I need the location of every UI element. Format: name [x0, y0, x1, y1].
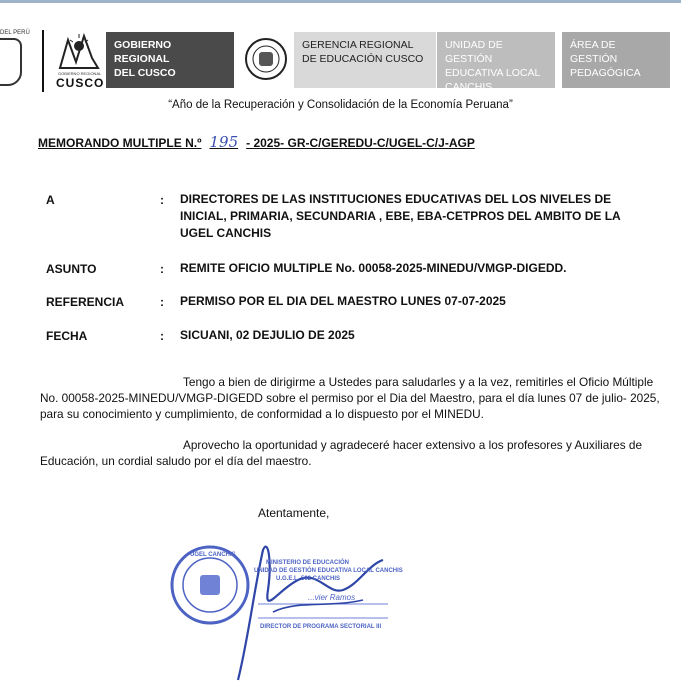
stamp-line-2: UNIDAD DE GESTIÓN EDUCATIVA LOCAL CANCHIS: [254, 568, 403, 574]
body-paragraph-1: Tengo a bien de dirigirme a Ustedes para saludarles y a la vez, remitirles el Oficio Múltiple No. 00058-2025-MINEDU/VMGP-DIGEDD sobre el permiso por el Dia del Maestro, para el día lunes 07 de julio- 2025, para su conocimiento y cumplimiento, de conformidad a lo dispuesto por el MINEDU.: [40, 375, 660, 421]
header-box-ugel: UNIDAD DE GESTIÓN EDUCATIVA LOCAL CANCHIS: [437, 32, 555, 88]
field-colon: :: [160, 329, 164, 343]
memo-title: [38, 133, 475, 151]
closing-text: Atentamente,: [258, 506, 330, 520]
field-colon: :: [160, 262, 164, 276]
stamp-footer: DIRECTOR DE PROGRAMA SECTORIAL III: [260, 624, 382, 630]
field-value-fecha: SICUANI, 02 DEJULIO DE 2025: [180, 328, 355, 342]
gerencia-seal-icon: [244, 36, 288, 82]
memo-suffix: - 2025- GR-C/GEREDU-C/UGEL-C/J-AGP: [246, 136, 475, 150]
field-colon: :: [160, 295, 164, 309]
stamp-line-3: U.G.E.L. 502 CANCHIS: [276, 576, 341, 582]
header-divider: [42, 30, 44, 92]
field-colon: :: [160, 193, 164, 207]
seal-text: UGEL CANCHIS: [190, 552, 236, 558]
cusco-logo-text: CUSCO: [56, 76, 105, 90]
memo-prefix: MEMORANDO MULTIPLE N.º: [38, 136, 202, 150]
field-label-a: A: [46, 193, 55, 207]
stamp-line-1: MINISTERIO DE EDUCACIÓN: [266, 560, 350, 566]
header-box-gobierno-regional: GOBIERNO REGIONAL DEL CUSCO: [106, 32, 234, 88]
field-value-a: DIRECTORES DE LAS INSTITUCIONES EDUCATIVAS DEL LOS NIVELES DE INICIAL, PRIMARIA, SECUNDARIA , EBE, EBA-CETPROS DEL AMBITO DE LA UGEL CANCHIS: [180, 192, 621, 240]
peru-crest-icon: [0, 38, 22, 86]
stamp-name-fragment: ...vier Ramos: [308, 593, 356, 602]
signature-stamp-icon: [168, 520, 408, 685]
field-value-referencia: PERMISO POR EL DIA DEL MAESTRO LUNES 07-07-2025: [180, 294, 506, 308]
field-value-asunto: REMITE OFICIO MULTIPLE No. 00058-2025-MINEDU/VMGP-DIGEDD.: [180, 261, 567, 275]
year-motto: “Año de la Recuperación y Consolidación de la Economía Peruana”: [168, 99, 513, 111]
field-label-referencia: REFERENCIA: [46, 295, 125, 309]
cusco-sun-logo-icon: [56, 32, 102, 72]
cusco-logo-subtext: GOBIERNO REGIONAL: [58, 71, 102, 76]
body-paragraph-2: Aprovecho la oportunidad y agradeceré hacer extensivo a los profesores y Auxiliares de Educación, un cordial saludo por el día del maestro.: [40, 438, 643, 468]
header-box-gerencia-regional: GERENCIA REGIONAL DE EDUCACIÓN CUSCO: [294, 32, 436, 88]
peru-crest-text: DEL PERÚ: [0, 30, 30, 36]
memo-number: 195: [209, 133, 239, 151]
top-border-line: [0, 0, 681, 3]
header-box-area-gestion: ÁREA DE GESTIÓN PEDAGÓGICA: [562, 32, 670, 88]
field-label-asunto: ASUNTO: [46, 262, 97, 276]
field-label-fecha: FECHA: [46, 329, 88, 343]
